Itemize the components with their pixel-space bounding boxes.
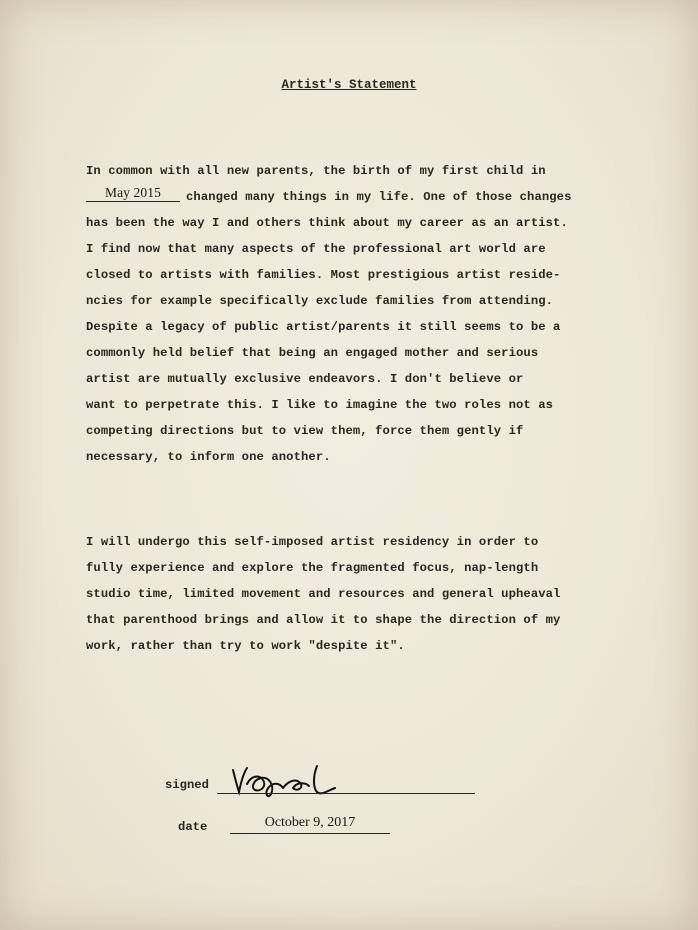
paragraph-line: studio time, limited movement and resources and general upheaval — [86, 587, 561, 601]
paragraph-line: commonly held belief that being an engaged mother and serious — [86, 346, 539, 360]
signature-label: signed — [165, 778, 209, 792]
paragraph-line: closed to artists with families. Most prestigious artist reside- — [86, 268, 561, 282]
date-label: date — [178, 820, 208, 834]
paragraph-line — [86, 184, 646, 210]
paragraph-line: fully experience and explore the fragmented focus, nap-length — [86, 561, 539, 575]
date-value: October 9, 2017 — [230, 813, 390, 834]
paragraph-line: has been the way I and others think about my career as an artist. — [86, 216, 568, 230]
document-title-text: Artist's Statement — [281, 78, 417, 92]
handwritten-date-fill: May 2015 — [86, 185, 180, 202]
date-row — [178, 810, 418, 840]
signature-row — [165, 760, 485, 800]
document-title — [0, 78, 698, 92]
paragraph-line: that parenthood brings and allow it to shape the direction of my — [86, 613, 561, 627]
paragraph-line: necessary, to inform one another. — [86, 450, 331, 464]
signature-line — [217, 793, 475, 794]
handwritten-signature — [225, 760, 355, 800]
paragraph-line-text: changed many things in my life. One of those changes — [186, 190, 572, 204]
paragraph-line: Despite a legacy of public artist/parents it still seems to be a — [86, 320, 561, 334]
paragraph-line: In common with all new parents, the birth of my first child in — [86, 164, 546, 178]
paragraph-line: competing directions but to view them, force them gently if — [86, 424, 524, 438]
paragraph-line: artist are mutually exclusive endeavors. I don't believe or — [86, 372, 524, 386]
paragraph-2 — [86, 529, 646, 659]
paragraph-line: work, rather than try to work "despite it". — [86, 639, 405, 653]
paragraph-line: want to perpetrate this. I like to imagine the two roles not as — [86, 398, 554, 412]
paragraph-line: I find now that many aspects of the professional art world are — [86, 242, 546, 256]
paragraph-1 — [86, 158, 646, 470]
paragraph-line: ncies for example specifically exclude families from attending. — [86, 294, 554, 308]
paragraph-line: I will undergo this self-imposed artist residency in order to — [86, 535, 539, 549]
